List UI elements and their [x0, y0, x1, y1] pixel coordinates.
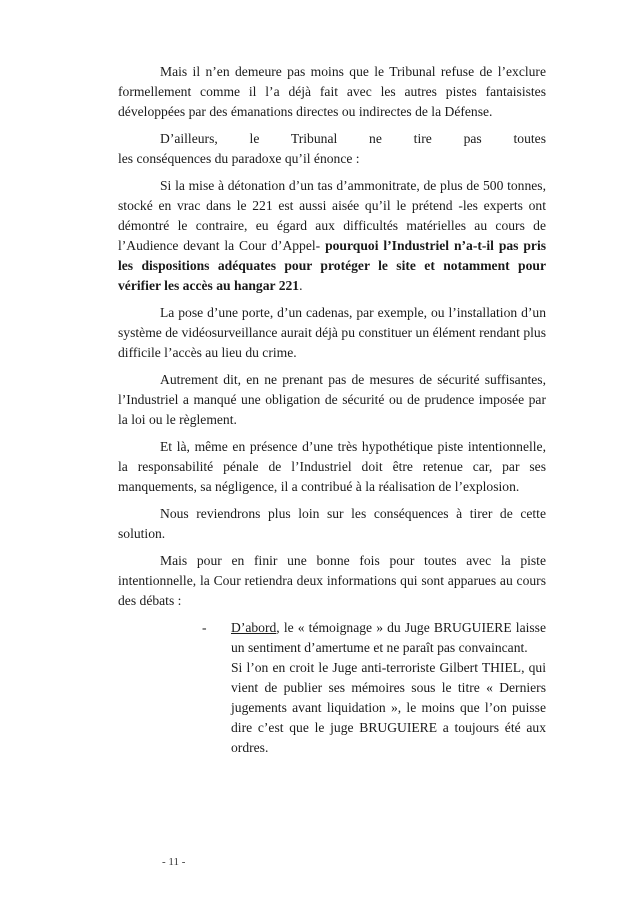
bullet-rest: , le « témoignage » du Juge BRUGUIERE laisse un sentiment d’amertume et ne paraît pas convaincant.	[231, 620, 546, 655]
paragraph-5: Autrement dit, en ne prenant pas de mesures de sécurité suffisantes, l’Industriel a manqué une obligation de sécurité ou de prudence imposée par la loi ou le règlement.	[118, 372, 546, 427]
bullet-first-text	[231, 618, 546, 658]
paragraph-6: Et là, même en présence d’une très hypothétique piste intentionnelle, la responsabilité pénale de l’Industriel doit être retenue car, par ses manquements, sa négligence, il a contribué à la réalisation de l’explosion.	[118, 439, 546, 494]
bullet-body	[231, 618, 546, 758]
bullet-item	[118, 618, 546, 758]
paragraph-3	[118, 176, 546, 296]
bullet-lead: D’abord	[231, 620, 277, 635]
page-number: - 11 -	[162, 856, 186, 868]
paragraph-4: La pose d’une porte, d’un cadenas, par exemple, ou l’installation d’un système de vidéosurveillance aurait déjà pu constituer un élément rendant plus difficile l’accès au lieu du crime.	[118, 305, 546, 360]
paragraph-3-bold: pourquoi l’Industriel n’a-t-il pas pris les dispositions adéquates pour protéger le site et notamment pour vérifier les accès au hangar 221	[118, 238, 547, 293]
paragraph-1: Mais il n’en demeure pas moins que le Tribunal refuse de l’exclure formellement comme il l’a déjà fait avec les autres pistes fantaisistes développées par des émanations directes ou indirectes de la Défense.	[118, 64, 546, 119]
body-text	[118, 62, 546, 758]
paragraph-3-text: Si la mise à détonation d’un tas d’ammonitrate, de plus de 500 tonnes, stocké en vrac dans le 221 est aussi aisée qu’il le prétend -les experts ont démontré le contraire, eu égard aux difficultés matérielles au cours de l’Audience devant la Cour d’Appel-	[118, 178, 546, 253]
paragraph-8: Mais pour en finir une bonne fois pour toutes avec la piste intentionnelle, la Cour retiendra deux informations qui sont apparues au cours des débats :	[118, 553, 546, 608]
paragraph-3-end: .	[299, 278, 303, 293]
paragraph-2-line-2: les conséquences du paradoxe qu’il énonce :	[118, 151, 360, 166]
paragraph-7: Nous reviendrons plus loin sur les conséquences à tirer de cette solution.	[118, 506, 546, 541]
bullet-second-text: Si l’on en croit le Juge anti-terroriste Gilbert THIEL, qui vient de publier ses mémoires sous le titre « Derniers jugements avant liquidation », le moins que l’on puisse dire c’est que le juge BRUGUIERE a toujours été aux ordres.	[231, 660, 546, 755]
bullet-dash: -	[202, 620, 207, 635]
paragraph-2-line-1: D’ailleurs, le Tribunal ne tire pas toutes	[160, 131, 546, 146]
